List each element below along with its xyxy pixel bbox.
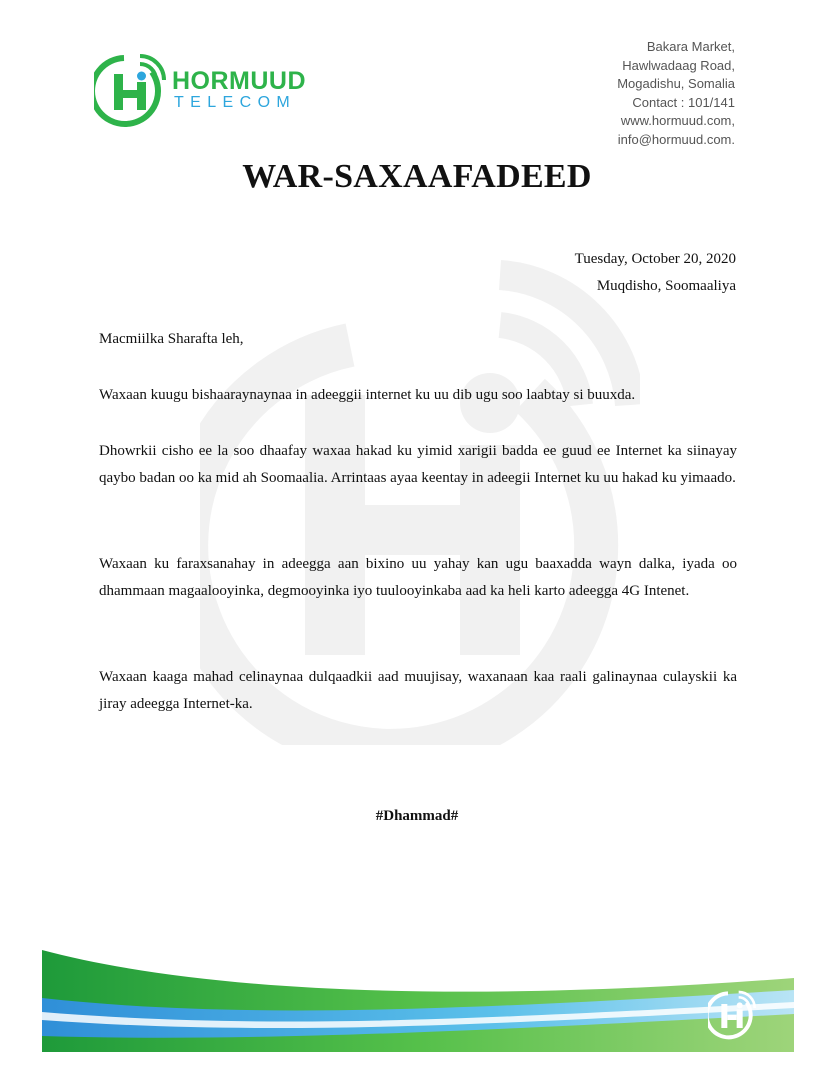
document-location: Muqdisho, Soomaaliya [596,278,736,294]
paragraph: Waxaan ku faraxsanahay in adeegga aan bixino uu yahay kan ugu baaxadda wayn dalka, iyada oo dhammaan magaalooyinka, degmooyinka iyo tuulooyinkaba aad ka heli karto adeegga 4G Intenet. [99,556,737,599]
contact-line: www.hormuud.com, [620,113,735,129]
hormuud-h-signal-logo-icon [94,50,172,128]
document-title: WAR-SAXAAFADEED [242,158,592,195]
contact-line: Mogadishu, Somalia [617,76,735,92]
paragraph: Waxaan kuugu bishaaraynaynaa in adeeggii internet ku uu dib ugu soo laabtay si buuxda. [99,387,636,403]
document-date: Tuesday, October 20, 2020 [574,251,736,267]
contact-line: Bakara Market, [646,39,735,54]
contact-address-block [617,38,735,150]
contact-line: Contact : 101/141 [632,94,735,110]
dateline [575,246,736,300]
salutation: Macmiilka Sharafta leh, [99,331,244,347]
footer-hormuud-logo-icon [708,988,760,1040]
contact-line: Hawlwadaag Road, [622,57,735,73]
brand-subtitle: TELECOM [174,94,297,111]
paragraph: Waxaan kaaga mahad celinaynaa dulqaadkii aad muujisay, waxanaan kaa raali galinaynaa culayskii ka jiray adeegga Internet-ka. [99,669,737,712]
hormuud-logo [94,50,334,128]
paragraph: Dhowrkii cisho ee la soo dhaafay waxaa hakad ku yimid xarigii badda ee guud ee Internet ka siinayay qaybo badan oo ka mid ah Soomaalia. Arrintaas ayaa keentay in adeegii Internet ku uu hakad ku yimaado. [99,443,737,486]
contact-line: info@hormuud.com. [617,131,735,147]
brand-name: HORMUUD [172,67,307,95]
footer-wave-band [42,950,794,1052]
end-mark: #Dhammad# [375,808,459,824]
